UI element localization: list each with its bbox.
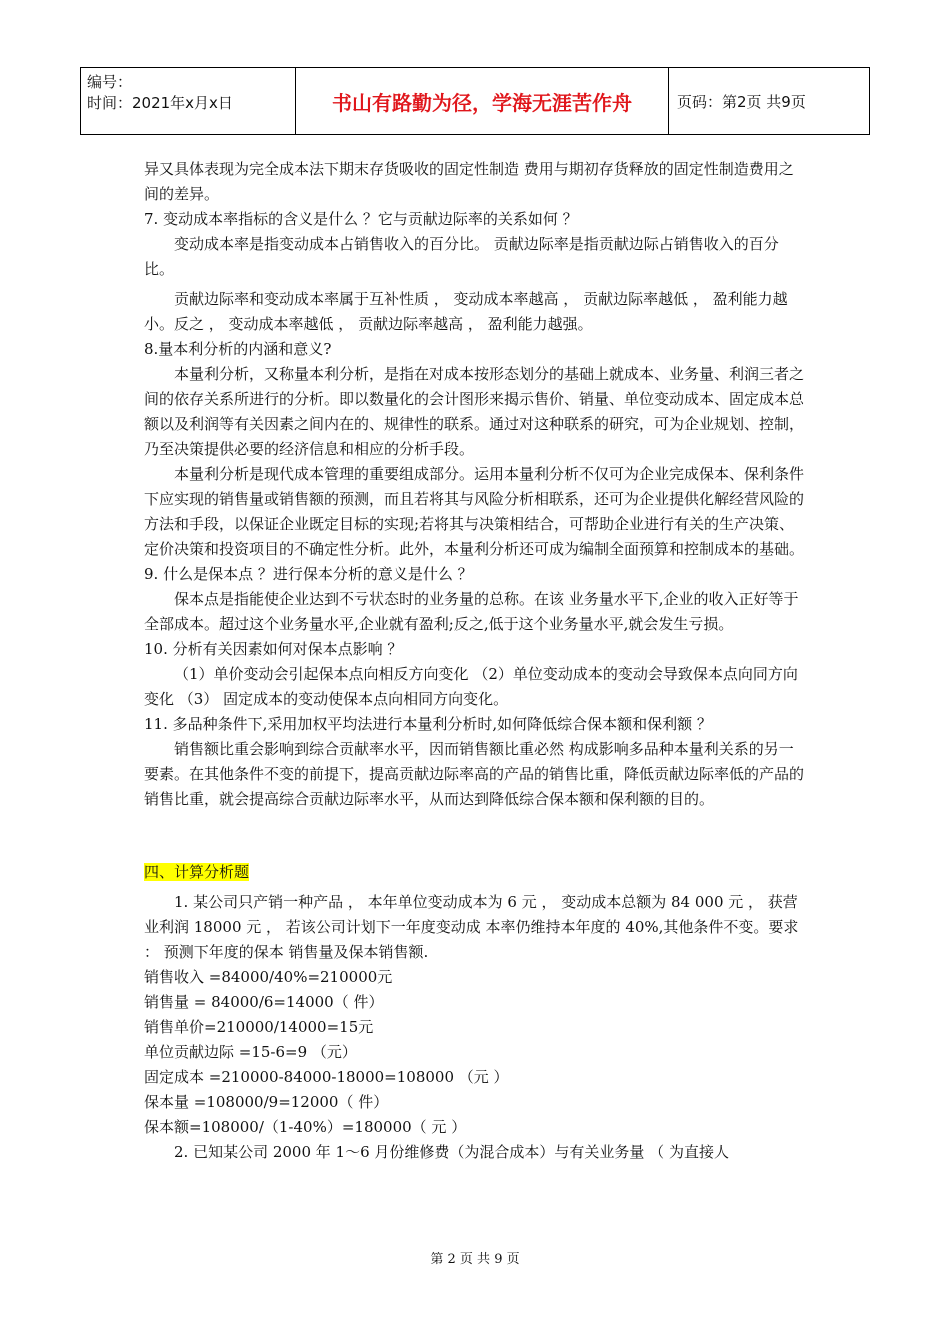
page-footer: 第 2 页 共 9 页 — [430, 1252, 520, 1267]
section-4-title: 四、计算分析题 — [144, 863, 250, 881]
calc-unit-price: 销售单价=210000/14000=15元 — [144, 1018, 374, 1036]
answer-7-part-2: 贡献边际率和变动成本率属于互补性质 ， 变动成本率越高 ， 贡献边际率越低 ， 盈利能力越小。反之 ， 变动成本率越低 ， 贡献边际率越高 ， 盈利能力越强。 — [144, 290, 788, 333]
question-8: 8.量本利分析的内涵和意义? — [144, 340, 332, 358]
header-motto: 书山有路勤为径，学海无涯苦作舟 — [296, 68, 669, 134]
question-10: 10. 分析有关因素如何对保本点影响 ？ — [144, 640, 403, 658]
calc-sales-volume: 销售量 = 84000/6=14000（ 件） — [144, 993, 384, 1011]
code-label: 编号： — [87, 73, 133, 91]
answer-7-part-1: 变动成本率是指变动成本占销售收入的百分比。 贡献边际率是指贡献边际占销售收入的百分比。 — [144, 235, 779, 278]
question-11: 11. 多品种条件下,采用加权平均法进行本量利分析时,如何降低综合保本额和保利额 ？ — [144, 715, 712, 733]
section-heading — [144, 860, 808, 885]
answer-10: （1）单价变动会引起保本点向相反方向变化 （2）单位变动成本的变动会导致保本点向同方向变化 （3） 固定成本的变动使保本点向相同方向变化。 — [144, 665, 798, 708]
answer-8-part-1: 本量利分析，又称量本利分析，是指在对成本按形态划分的基础上就成本、业务量、利润三者之间的依存关系所进行的分析。即以数量化的会计图形来揭示售价、销量、单位变动成本、固定成本总额以及利润等有关因素之间内在的、规律性的联系。通过对这种联系的研究，可为企业规划、控制，乃至决策提供必要的经济信息和相应的分析手段。 — [144, 365, 805, 458]
date-label: 时间：2021年x月x日 — [87, 94, 233, 112]
calc-sales-revenue: 销售收入 =84000/40%=210000元 — [144, 968, 393, 986]
paragraph-continued: 异又具体表现为完全成本法下期末存货吸收的固定性制造 费用与期初存货释放的固定性制造费用之间的差异。 — [144, 160, 794, 203]
answer-8-part-2: 本量利分析是现代成本管理的重要组成部分。运用本量利分析不仅可为企业完成保本、保利条件下应实现的销售量或销售额的预测，而且若将其与风险分析相联系，还可为企业提供化解经营风险的方法和手段，以保证企业既定目标的实现;若将其与决策相结合，可帮助企业进行有关的生产决策、定价决策和投资项目的不确定性分析。此外，本量利分析还可成为编制全面预算和控制成本的基础。 — [144, 465, 805, 558]
header-page-info: 页码：第2页 共9页 — [677, 92, 806, 111]
problem-1: 1. 某公司只产销一种产品 ， 本年单位变动成本为 6 元 ， 变动成本总额为 84 000 元 ， 获营业利润 18000 元 ， 若该公司计划下一年度变动成 本率仍维持本年度的 40%,其他条件不变。要求 ： 预测下年度的保本 销售量及保本销售额. — [144, 893, 799, 961]
header-meta — [81, 68, 296, 134]
calc-breakeven-volume: 保本量 =108000/9=12000（ 件） — [144, 1093, 389, 1111]
question-9: 9. 什么是保本点 ？进行保本分析的意义是什么 ？ — [144, 565, 473, 583]
document-body — [144, 157, 808, 1165]
answer-11: 销售额比重会影响到综合贡献率水平，因而销售额比重必然 构成影响多品种本量利关系的另一要素。在其他条件不变的前提下，提高贡献边际率高的产品的销售比重，降低贡献边际率低的产品的销售比重，就会提高综合贡献边际率水平，从而达到降低综合保本额和保利额的目的。 — [144, 740, 805, 808]
header-table — [80, 67, 870, 135]
calc-breakeven-amount: 保本额=108000/（1-40%）=180000（ 元 ） — [144, 1118, 467, 1136]
question-7: 7. 变动成本率指标的含义是什么 ？它与贡献边际率的关系如何 ？ — [144, 210, 578, 228]
answer-9: 保本点是指能使企业达到不亏状态时的业务量的总称。在该 业务量水平下,企业的收入正好等于全部成本。超过这个业务量水平,企业就有盈利;反之,低于这个业务量水平,就会发生亏损。 — [144, 590, 799, 633]
calc-unit-contribution: 单位贡献边际 =15-6=9 （元） — [144, 1043, 357, 1061]
problem-2: 2. 已知某公司 2000 年 1～6 月份维修费（为混合成本）与有关业务量 （ 为直接人 — [174, 1143, 729, 1161]
calc-fixed-cost: 固定成本 =210000-84000-18000=108000 （元 ） — [144, 1068, 509, 1086]
